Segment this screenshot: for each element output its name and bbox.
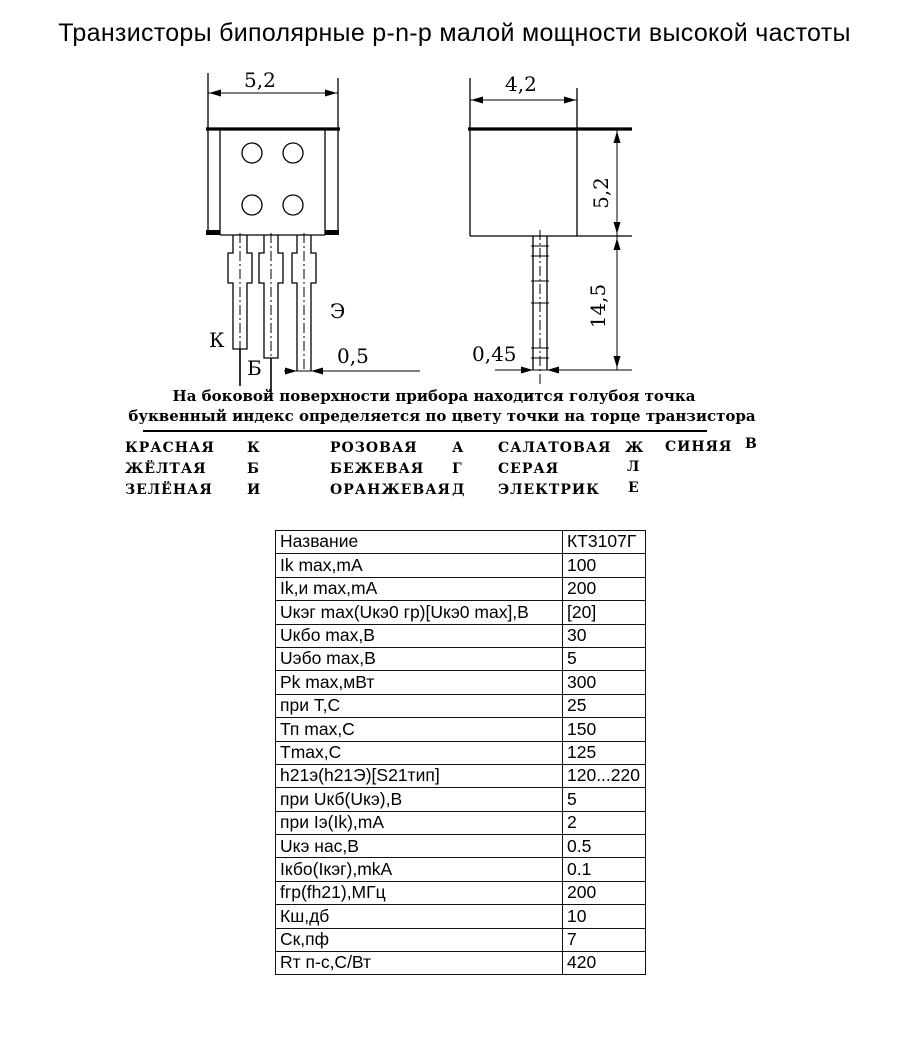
color-index: Е bbox=[628, 480, 640, 496]
param-label: Ik,и max,mA bbox=[276, 577, 563, 600]
param-label: Iкбо(Iкэг),mkA bbox=[276, 858, 563, 881]
front-width-dimension: 5,2 bbox=[244, 68, 276, 92]
param-value: 5 bbox=[563, 788, 646, 811]
color-index: Г bbox=[452, 461, 463, 477]
color-index: Б bbox=[247, 461, 260, 477]
param-label: Ik max,mA bbox=[276, 554, 563, 577]
color-index: Л bbox=[627, 459, 641, 475]
param-label: h21э(h21Э)[S21тип] bbox=[276, 764, 563, 787]
side-lead-length-dimension: 14,5 bbox=[586, 283, 610, 329]
param-label: Rт п-с,С/Вт bbox=[276, 952, 563, 975]
base-pin-label: Б bbox=[247, 356, 262, 380]
table-row bbox=[276, 881, 646, 904]
param-value: 125 bbox=[563, 741, 646, 764]
color-name: ЭЛЕКТРИК bbox=[498, 482, 600, 498]
param-value: [20] bbox=[563, 601, 646, 624]
table-row bbox=[276, 718, 646, 741]
side-lead-thickness-dimension: 0,45 bbox=[472, 342, 517, 366]
page-title: Транзисторы биполярные p-n-p малой мощности высокой частоты bbox=[58, 19, 851, 47]
param-value: 300 bbox=[563, 671, 646, 694]
table-row bbox=[276, 858, 646, 881]
param-value: 100 bbox=[563, 554, 646, 577]
table-row bbox=[276, 694, 646, 717]
param-label: Uэбо max,B bbox=[276, 647, 563, 670]
table-row bbox=[276, 811, 646, 834]
param-label: Uкэг max(Uкэ0 гр)[Uкэ0 max],B bbox=[276, 601, 563, 624]
side-width-dimension: 4,2 bbox=[505, 72, 537, 96]
side-view bbox=[468, 78, 632, 386]
param-label: Uкэ нас,B bbox=[276, 835, 563, 858]
param-label: Название bbox=[276, 531, 563, 554]
color-name: ЖЁЛТАЯ bbox=[125, 461, 207, 477]
front-lead-width-dimension: 0,5 bbox=[337, 344, 369, 368]
hole bbox=[242, 143, 262, 163]
table-row bbox=[276, 647, 646, 670]
param-value: 10 bbox=[563, 905, 646, 928]
param-value: 200 bbox=[563, 881, 646, 904]
side-height-dimension: 5,2 bbox=[589, 177, 613, 209]
param-value: 120...220 bbox=[563, 764, 646, 787]
color-index: Ж bbox=[625, 440, 645, 456]
emitter-pin-label: Э bbox=[330, 299, 346, 323]
param-label: Ск,пф bbox=[276, 928, 563, 951]
param-value: 420 bbox=[563, 952, 646, 975]
param-value: 200 bbox=[563, 577, 646, 600]
table-row bbox=[276, 671, 646, 694]
color-name: ОРАНЖЕВАЯ bbox=[330, 482, 451, 498]
param-label: Tmax,C bbox=[276, 741, 563, 764]
param-label: при Iэ(Ik),mA bbox=[276, 811, 563, 834]
param-value: 2 bbox=[563, 811, 646, 834]
table-row bbox=[276, 835, 646, 858]
color-name: БЕЖЕВАЯ bbox=[330, 461, 425, 477]
table-row bbox=[276, 577, 646, 600]
param-value: 0.1 bbox=[563, 858, 646, 881]
param-value: 5 bbox=[563, 647, 646, 670]
table-row bbox=[276, 928, 646, 951]
color-name: ЗЕЛЁНАЯ bbox=[125, 482, 213, 498]
table-row bbox=[276, 531, 646, 554]
hole bbox=[283, 195, 303, 215]
color-index: К bbox=[247, 440, 261, 456]
param-value: КТ3107Г bbox=[563, 531, 646, 554]
table-row bbox=[276, 905, 646, 928]
param-label: Pk max,мВт bbox=[276, 671, 563, 694]
table-row bbox=[276, 788, 646, 811]
color-name: САЛАТОВАЯ bbox=[498, 440, 612, 456]
color-index: В bbox=[745, 436, 758, 452]
note-line-1: На боковой поверхности прибора находится голубоя точка bbox=[172, 387, 696, 405]
collector-pin-label: К bbox=[209, 328, 225, 352]
param-value: 150 bbox=[563, 718, 646, 741]
table-row bbox=[276, 741, 646, 764]
param-value: 30 bbox=[563, 624, 646, 647]
param-value: 7 bbox=[563, 928, 646, 951]
param-label: fгр(fh21),МГц bbox=[276, 881, 563, 904]
param-value: 25 bbox=[563, 694, 646, 717]
param-label: при Т,С bbox=[276, 694, 563, 717]
divider-line bbox=[143, 430, 707, 432]
table-row bbox=[276, 764, 646, 787]
package-drawing bbox=[0, 0, 909, 400]
hole bbox=[283, 143, 303, 163]
table-row bbox=[276, 952, 646, 975]
param-label: Кш,дб bbox=[276, 905, 563, 928]
color-index: И bbox=[247, 482, 262, 498]
param-value: 0.5 bbox=[563, 835, 646, 858]
color-name: СЕРАЯ bbox=[498, 461, 560, 477]
color-index: Д bbox=[452, 482, 466, 498]
color-name: КРАСНАЯ bbox=[125, 440, 215, 456]
table-row bbox=[276, 624, 646, 647]
params-table bbox=[275, 530, 646, 975]
color-index: А bbox=[452, 440, 465, 456]
color-name: СИНЯЯ bbox=[665, 439, 733, 455]
table-row bbox=[276, 601, 646, 624]
front-view bbox=[206, 73, 420, 394]
note-line-2: буквенный индекс определяется по цвету точки на торце транзистора bbox=[128, 407, 756, 425]
hole bbox=[242, 195, 262, 215]
color-name: РОЗОВАЯ bbox=[330, 440, 418, 456]
param-label: при Uкб(Uкэ),B bbox=[276, 788, 563, 811]
param-label: Тп max,C bbox=[276, 718, 563, 741]
table-row bbox=[276, 554, 646, 577]
param-label: Uкбо max,B bbox=[276, 624, 563, 647]
